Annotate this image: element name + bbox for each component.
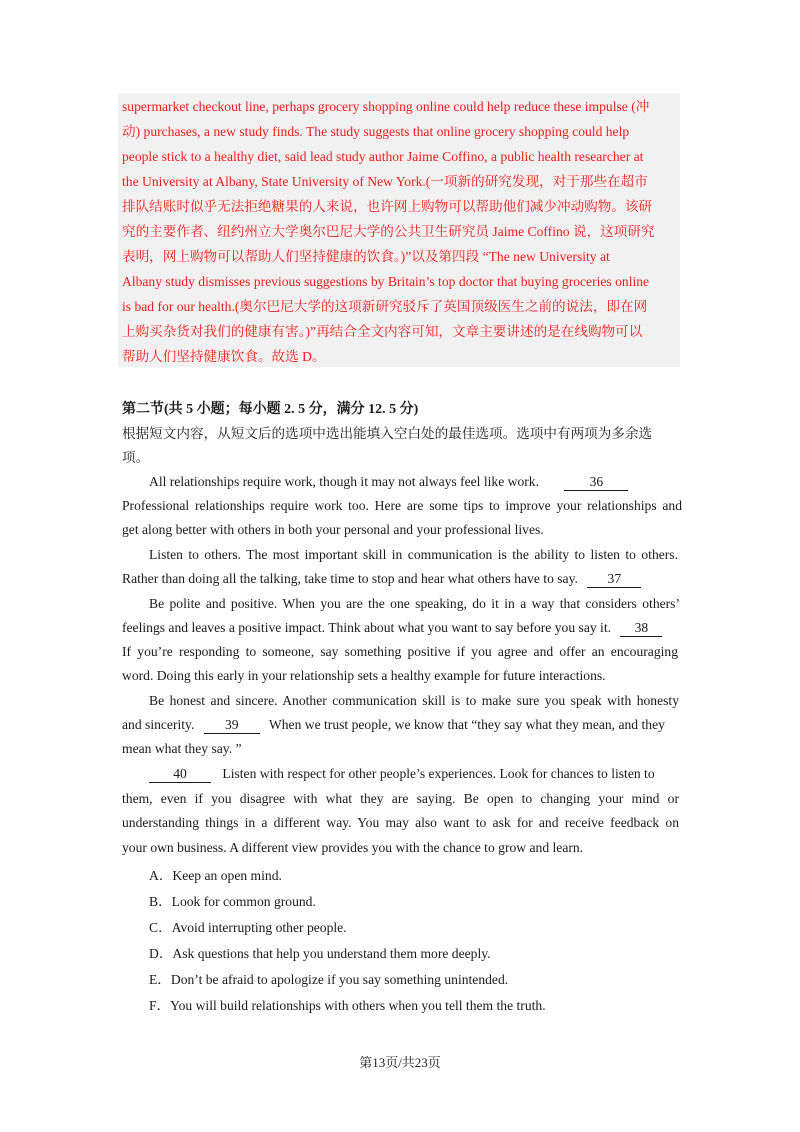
answer-line: people stick to a healthy diet, said lead study author Jaime Coffino, a public health researcher at (122, 149, 644, 164)
passage-line: Listen to others. The most important skill in communication is the ability to listen to others. (149, 547, 678, 562)
answer-line: 上购买杂货对我们的健康有害。)”再结合全文内容可知，文章主要讲述的是在线购物可以 (122, 324, 643, 339)
answer-line: 排队结账时似乎无法拒绝糖果的人来说，也许网上购物可以帮助他们减少冲动购物。该研 (122, 199, 653, 214)
blank-37: 37 (587, 571, 641, 588)
passage-text: and sincerity. (122, 717, 195, 732)
passage-line: get along better with others in both your personal and your professional lives. (122, 522, 544, 537)
answer-line: supermarket checkout line, perhaps grocery shopping online could help reduce these impulse (冲 (122, 99, 650, 114)
passage-line (149, 472, 700, 492)
section-title: 第二节(共 5 小题；每小题 2. 5 分，满分 12. 5 分) (122, 402, 419, 417)
option-a: A．Keep an open mind. (149, 868, 282, 883)
passage-line (122, 569, 682, 589)
passage-text: When we trust people, we know that “they say what they mean, and they (268, 717, 665, 732)
passage-line: your own business. A different view provides you with the chance to grow and learn. (122, 840, 584, 855)
passage-line: mean what they say. ” (122, 741, 242, 756)
passage-line: If you’re responding to someone, say something positive if you agree and offer an encouraging (122, 644, 678, 659)
answer-line: 动) purchases, a new study finds. The study suggests that online grocery shopping could help (122, 124, 630, 139)
answer-line: 表明，网上购物可以帮助人们坚持健康的饮食。)”以及第四段 “The new University at (122, 249, 610, 264)
option-d: D．Ask questions that help you understand them more deeply. (149, 946, 491, 961)
blank-39: 39 (204, 717, 260, 734)
passage-line: Be honest and sincere. Another communication skill is to make sure you speak with honesty (149, 693, 679, 708)
blank-36: 36 (564, 474, 628, 491)
instruction-line: 项。 (122, 450, 150, 465)
answer-line: 帮助人们坚持健康饮食。故选 D。 (122, 349, 326, 364)
option-e: E．Don’t be afraid to apologize if you say something unintended. (149, 972, 509, 987)
blank-38: 38 (620, 620, 662, 637)
passage-line: word. Doing this early in your relationship sets a healthy example for future interactions. (122, 668, 606, 683)
option-b: B．Look for common ground. (149, 894, 316, 909)
passage-line (149, 764, 679, 784)
passage-line: them, even if you disagree with what they are saying. Be open to changing your mind or (122, 791, 679, 806)
passage-text: Listen with respect for other people’s experiences. Look for chances to listen to (222, 766, 655, 781)
option-f: F．You will build relationships with others when you tell them the truth. (149, 998, 546, 1013)
answer-line: Albany study dismisses previous suggestions by Britain’s top doctor that buying groceries online (122, 274, 650, 289)
passage-line: Be polite and positive. When you are the one speaking, do it in a way that considers others’ (149, 596, 680, 611)
passage-text: feelings and leaves a positive impact. Think about what you want to say before you say it. (122, 620, 612, 635)
instruction-line: 根据短文内容，从短文后的选项中选出能填入空白处的最佳选项。选项中有两项为多余选 (122, 426, 653, 441)
blank-40: 40 (149, 766, 211, 783)
passage-line (122, 715, 682, 735)
answer-explanation (122, 94, 670, 369)
option-c: C．Avoid interrupting other people. (149, 920, 347, 935)
answer-line: 究的主要作者、纽约州立大学奥尔巴尼大学的公共卫生研究员 Jaime Coffino 说，这项研究 (122, 224, 655, 239)
passage-line (122, 618, 682, 638)
passage-line: Professional relationships require work too. Here are some tips to improve your relationships and (122, 498, 682, 513)
page-number: 第13页/共23页 (359, 1055, 441, 1070)
answer-line: the University at Albany, State University of New York.(一项新的研究发现，对于那些在超市 (122, 174, 648, 189)
passage-text: All relationships require work, though it may not always feel like work. (149, 474, 539, 489)
passage-line: understanding things in a different way. You may also want to ask for and receive feedback on (122, 815, 679, 830)
passage-text: Rather than doing all the talking, take time to stop and hear what others have to say. (122, 571, 578, 586)
answer-line: is bad for our health.(奥尔巴尼大学的这项新研究驳斥了英国顶级医生之前的说法，即在网 (122, 299, 648, 314)
